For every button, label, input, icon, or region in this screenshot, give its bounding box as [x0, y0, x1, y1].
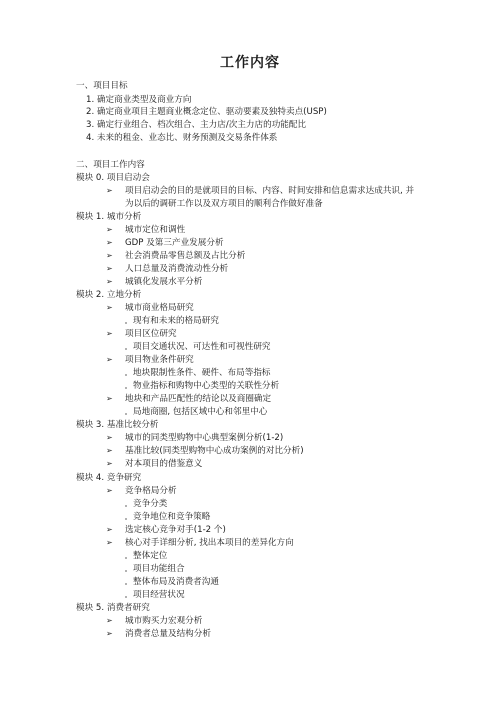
sub-bullet-dot-icon	[125, 518, 127, 520]
arrow-bullet-icon: ➢	[106, 251, 113, 260]
sub-bullet-dot-icon	[125, 596, 127, 598]
section-heading-work: 二、项目工作内容	[76, 160, 145, 170]
arrow-bullet-icon: ➢	[106, 186, 113, 195]
arrow-bullet-icon: ➢	[106, 394, 113, 403]
module-subitem: 整体布局及消费者沟通	[133, 577, 219, 587]
arrow-bullet-icon: ➢	[106, 277, 113, 286]
page-title: 工作内容	[220, 55, 280, 71]
module-item: 人口总量及消费流动性分析	[125, 264, 229, 274]
module-subitem: 项目功能组合	[133, 564, 185, 574]
arrow-bullet-icon: ➢	[106, 616, 113, 625]
arrow-bullet-icon: ➢	[106, 459, 113, 468]
sub-bullet-dot-icon	[125, 413, 127, 415]
module-item: 基准比较(同类型购物中心成功案例的对比分析)	[125, 446, 304, 456]
goal-item: 3. 确定行业组合、档次组合、主力店/次主力店的功能配比	[86, 120, 307, 130]
arrow-bullet-icon: ➢	[106, 433, 113, 442]
sub-bullet-dot-icon	[125, 374, 127, 376]
goal-item: 1. 确定商业类型及商业方向	[86, 95, 192, 105]
module-subitem: 竞争地位和竞争策略	[133, 512, 211, 522]
module-title: 模块 4. 竞争研究	[76, 473, 142, 483]
arrow-bullet-icon: ➢	[106, 538, 113, 547]
goal-item: 4. 未来的租金、业态比、财务预测及交易条件体系	[86, 133, 278, 143]
arrow-bullet-icon: ➢	[106, 264, 113, 273]
sub-bullet-dot-icon	[125, 505, 127, 507]
arrow-bullet-icon: ➢	[106, 629, 113, 638]
module-item: 城市定位和调性	[125, 225, 186, 235]
sub-bullet-dot-icon	[125, 583, 127, 585]
module-item: 城市商业格局研究	[125, 303, 194, 313]
module-item: 对本项目的借鉴意义	[125, 459, 203, 469]
module-item: 项目启动会的目的是就项目的目标、内容、时间安排和信息需求达成共识, 并	[125, 186, 415, 196]
arrow-bullet-icon: ➢	[106, 355, 113, 364]
module-item: 地块和产品匹配性的结论以及商圈确定	[125, 394, 272, 404]
sub-bullet-dot-icon	[125, 387, 127, 389]
module-item: 竞争格局分析	[125, 486, 177, 496]
goal-item: 2. 确定商业项目主题商业概念定位、驱动要素及独特卖点(USP)	[86, 107, 327, 117]
sub-bullet-dot-icon	[125, 570, 127, 572]
module-subitem: 物业指标和购物中心类型的关联性分析	[133, 381, 280, 391]
arrow-bullet-icon: ➢	[106, 303, 113, 312]
module-item-continuation: 为以后的调研工作以及双方项目的顺利合作做好准备	[125, 199, 323, 209]
arrow-bullet-icon: ➢	[106, 446, 113, 455]
module-subitem: 整体定位	[133, 551, 168, 561]
module-subitem: 竞争分类	[133, 499, 168, 509]
module-subitem: 现有和未来的格局研究	[133, 316, 219, 326]
sub-bullet-dot-icon	[125, 322, 127, 324]
module-item: 选定核心竞争对手(1-2 个)	[125, 525, 226, 535]
arrow-bullet-icon: ➢	[106, 225, 113, 234]
module-item: 项目区位研究	[125, 329, 177, 339]
module-subitem: 项目经营状况	[133, 590, 185, 600]
module-title: 模块 0. 项目启动会	[76, 173, 150, 183]
module-item: 城镇化发展水平分析	[125, 277, 203, 287]
section-heading-goals: 一、项目目标	[76, 81, 128, 91]
module-title: 模块 1. 城市分析	[76, 212, 142, 222]
sub-bullet-dot-icon	[125, 348, 127, 350]
module-item: 项目物业条件研究	[125, 355, 194, 365]
module-title: 模块 3. 基准比较分析	[76, 420, 159, 430]
arrow-bullet-icon: ➢	[106, 486, 113, 495]
module-item: 城市购买力宏观分析	[125, 616, 203, 626]
module-item: 社会消费品零售总额及占比分析	[125, 251, 246, 261]
module-item: 城市的同类型购物中心典型案例分析(1-2)	[125, 433, 284, 443]
module-subitem: 项目交通状况、可达性和可视性研究	[133, 342, 271, 352]
sub-bullet-dot-icon	[125, 557, 127, 559]
arrow-bullet-icon: ➢	[106, 238, 113, 247]
module-item: 核心对手详细分析, 找出本项目的差异化方向	[125, 538, 294, 548]
module-item: 消费者总量及结构分析	[125, 629, 211, 639]
module-subitem: 地块限制性条件、硬件、布局等指标	[133, 368, 271, 378]
module-item: GDP 及第三产业发展分析	[125, 238, 224, 248]
arrow-bullet-icon: ➢	[106, 525, 113, 534]
module-title: 模块 5. 消费者研究	[76, 603, 150, 613]
arrow-bullet-icon: ➢	[106, 329, 113, 338]
module-title: 模块 2. 立地分析	[76, 290, 142, 300]
module-subitem: 局地商圈, 包括区域中心和邻里中心	[133, 407, 268, 417]
